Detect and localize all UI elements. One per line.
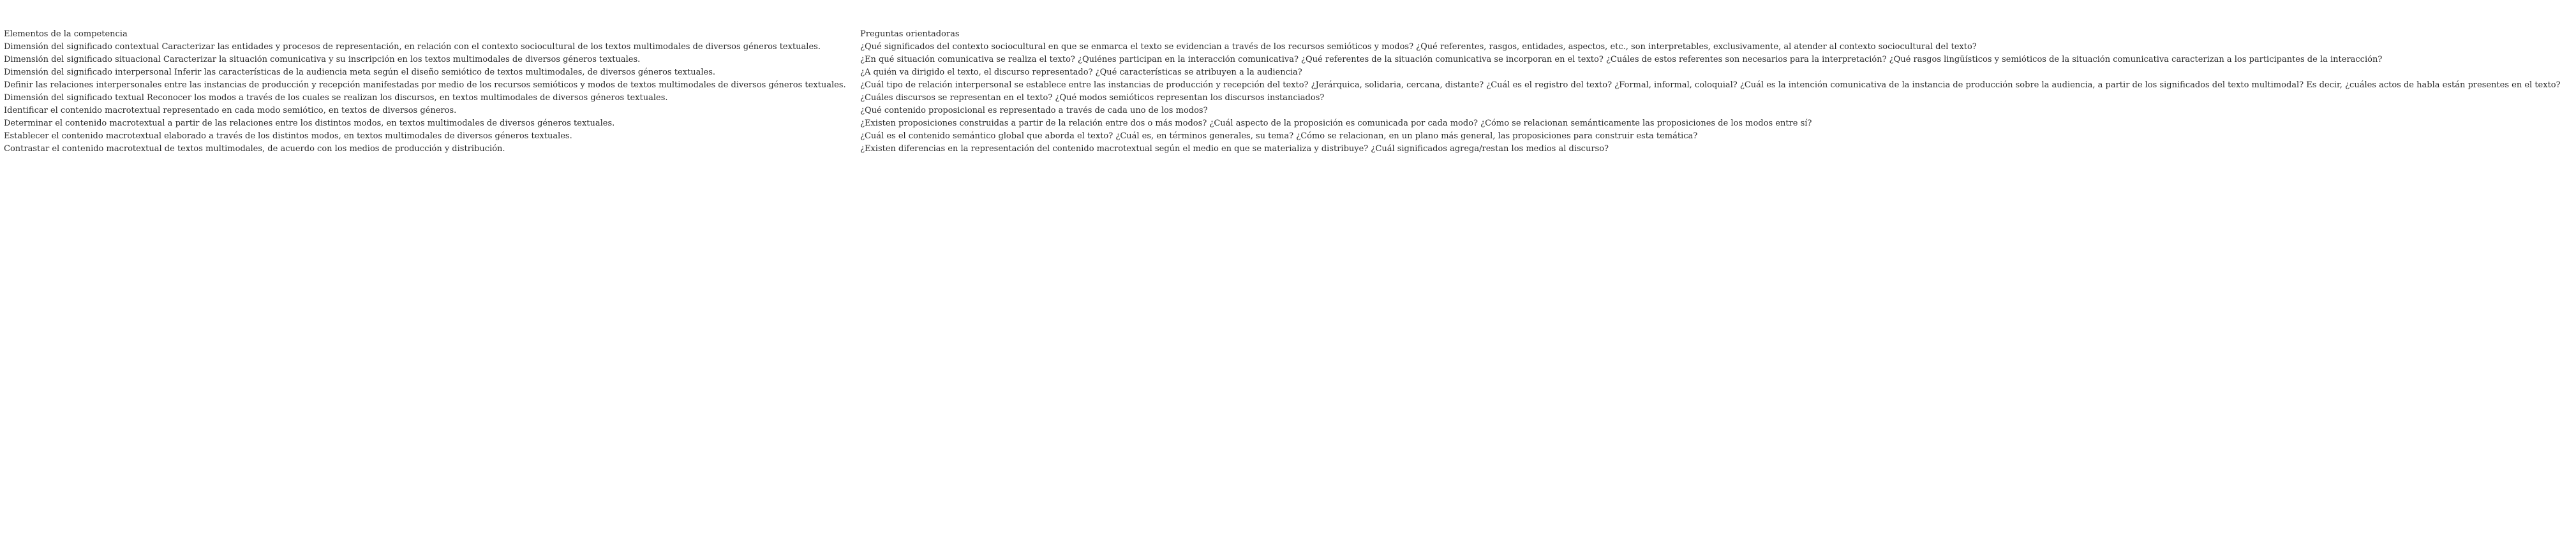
- elemento-cell: Establecer el contenido macrotextual elaborado a través de los distintos modos, en textos multimodales de diversos géneros textuales.: [4, 131, 572, 141]
- pregunta-cell: ¿En qué situación comunicativa se realiza el texto? ¿Quiénes participan en la interacción comunicativa? ¿Qué referentes de la situación comunicativa se incorporan en el texto? ¿Cuáles de estos referentes son necesarios para la interpretación? ¿Qué rasgos lingüísticos y semióticos de la situación comunicativa caracterizan a los participantes de la interacción?: [860, 55, 2383, 64]
- pregunta-cell: ¿Existen diferencias en la representación del contenido macrotextual según el medio en que se materializa y distribuye? ¿Cuál significados agrega/restan los medios al discurso?: [860, 144, 1609, 154]
- elemento-cell: Dimensión del significado contextual Caracterizar las entidades y procesos de representación, en relación con el contexto sociocultural de los textos multimodales de diversos géneros textuales.: [4, 42, 821, 52]
- pregunta-cell: ¿Existen proposiciones construidas a partir de la relación entre dos o más modos? ¿Cuál aspecto de la proposición es comunicada por cada modo? ¿Cómo se relacionan semánticamente las proposiciones de los modos entre sí?: [860, 119, 1812, 128]
- table-row: [4, 54, 2570, 66]
- header-preguntas: Preguntas orientadoras: [860, 29, 960, 39]
- table-row: [4, 79, 2570, 92]
- table-row: [4, 92, 2570, 105]
- table-row: [4, 130, 2570, 143]
- competency-table: [4, 28, 2570, 156]
- pregunta-cell: ¿Cuál tipo de relación interpersonal se establece entre las instancias de producción y recepción del texto? ¿Jerárquica, solidaria, cercana, distante? ¿Cuál es el registro del texto? ¿Formal, informal, coloquial? ¿Cuál es la intención comunicativa de la instancia de producción sobre la audiencia, a partir de los significados del texto multimodal? Es decir, ¿cuáles actos de habla están presentes en el texto?: [860, 80, 2561, 90]
- elemento-cell: Dimensión del significado textual Reconocer los modos a través de los cuales se realizan los discursos, en textos multimodales de diversos géneros textuales.: [4, 93, 668, 103]
- pregunta-cell: ¿A quién va dirigido el texto, el discurso representado? ¿Qué características se atribuyen a la audiencia?: [860, 68, 1302, 77]
- pregunta-cell: ¿Cuál es el contenido semántico global que aborda el texto? ¿Cuál es, en términos generales, su tema? ¿Cómo se relacionan, en un plano más general, las proposiciones para construir esta temática?: [860, 131, 1698, 141]
- elemento-cell: Dimensión del significado situacional Caracterizar la situación comunicativa y su inscripción en los textos multimodales de diversos géneros textuales.: [4, 55, 641, 64]
- elemento-cell: Dimensión del significado interpersonal Inferir las características de la audiencia meta según el diseño semiótico de textos multimodales, de diversos géneros textuales.: [4, 68, 715, 77]
- pregunta-cell: ¿Qué contenido proposicional es representado a través de cada uno de los modos?: [860, 106, 1208, 115]
- elemento-cell: Definir las relaciones interpersonales entre las instancias de producción y recepción manifestadas por medio de los recursos semióticos y modos de textos multimodales de diversos géneros textuales.: [4, 80, 846, 90]
- table-row: [4, 117, 2570, 130]
- table-row: [4, 105, 2570, 117]
- header-elementos: Elementos de la competencia: [4, 29, 128, 39]
- elemento-cell: Determinar el contenido macrotextual a partir de las relaciones entre los distintos modos, en textos multimodales de diversos géneros textuales.: [4, 119, 615, 128]
- table-row: [4, 143, 2570, 156]
- pregunta-cell: ¿Qué significados del contexto sociocultural en que se enmarca el texto se evidencian a través de los recursos semióticos y modos? ¿Qué referentes, rasgos, entidades, aspectos, etc., son interpretables, exclusivamente, al atender al contexto sociocultural del texto?: [860, 42, 1977, 52]
- table-header-row: [4, 28, 2570, 41]
- elemento-cell: Contrastar el contenido macrotextual de textos multimodales, de acuerdo con los medios de producción y distribución.: [4, 144, 505, 154]
- elemento-cell: Identificar el contenido macrotextual representado en cada modo semiótico, en textos de diversos géneros.: [4, 106, 457, 115]
- table-row: [4, 66, 2570, 79]
- table-row: [4, 41, 2570, 54]
- pregunta-cell: ¿Cuáles discursos se representan en el texto? ¿Qué modos semióticos representan los discursos instanciados?: [860, 93, 1325, 103]
